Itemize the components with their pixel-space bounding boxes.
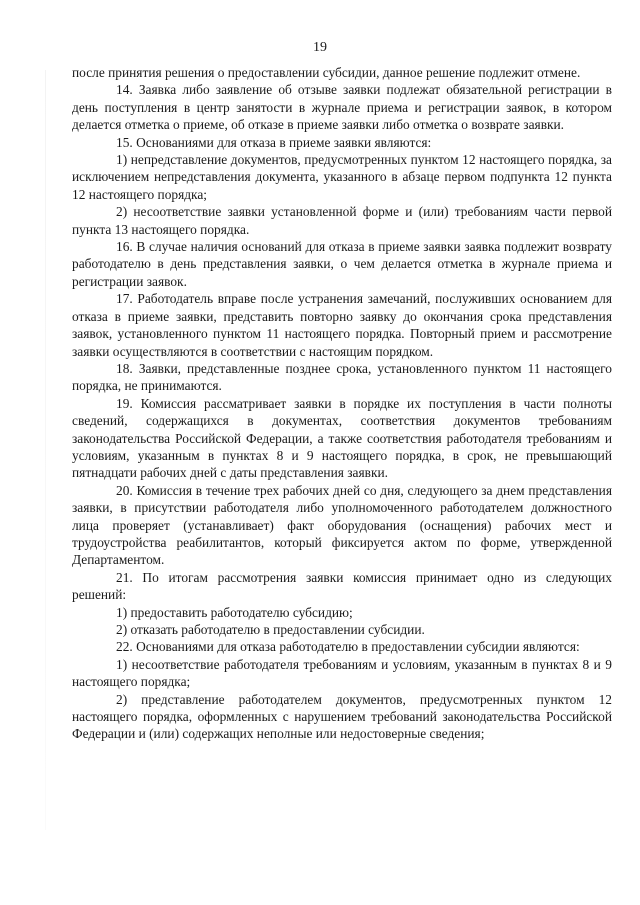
paragraph-21-item-2: 2) отказать работодателю в предоставлении субсидии. <box>116 622 425 637</box>
page-number: 19 <box>313 40 327 55</box>
paragraph-16: 16. В случае наличия оснований для отказа в приеме заявки заявка подлежит возврату работодателю в день представления заявки, о чем делается отметка в журнале приема и регистрации заявок. <box>72 239 612 289</box>
paragraph-22: 22. Основаниями для отказа работодателю в предоставлении субсидии являются: <box>116 639 580 655</box>
paragraph-15-item-2: 2) несоответствие заявки установленной форме и (или) требованиям части первой пункта 13 настоящего порядка. <box>72 204 612 237</box>
paragraph-15-item-1: 1) непредставление документов, предусмотренных пунктом 12 настоящего порядка, за исключением непредставления документа, указанного в абзаце первом подпункта 12 пункта 12 настоящего порядка; <box>72 152 612 202</box>
paragraph-22-item-2: 2) представление работодателем документов, предусмотренных пунктом 12 настоящего порядка, оформленных с нарушением требований законодательства Российской Федерации и (или) содержащих неполные или недостоверные сведения; <box>72 691 612 742</box>
paragraph-21: 21. По итогам рассмотрения заявки комиссия принимает одно из следующих решений: <box>72 569 612 603</box>
paragraph-20: 20. Комиссия в течение трех рабочих дней со дня, следующего за днем представления заявки, в присутствии работодателя либо уполномоченного работодателем должностного лица проверяет (устанавливает) факт оборудования (оснащения) рабочих мест и трудоустройства реабилитантов, который фиксируется актом по форме, утвержденной Департаментом. <box>72 482 612 568</box>
paragraph-21-item-1: 1) предоставить работодателю субсидию; <box>116 604 353 620</box>
scan-margin-shadow <box>45 70 46 830</box>
paragraph-19: 19. Комиссия рассматривает заявки в порядке их поступления в части полноты сведений, содержащихся в документах, соответствия документов требованиям законодательства Российской Федерации, а также соответствия работодателя требованиям и условиям, указанным в пунктах 8 и 9 настоящего порядка, в срок, не превышающий пятнадцати рабочих дней с даты представления заявки. <box>72 395 612 481</box>
paragraph-18: 18. Заявки, представленные позднее срока, установленного пунктом 11 настоящего порядка, не принимаются. <box>72 360 612 394</box>
paragraph-22-item-1: 1) несоответствие работодателя требованиям и условиям, указанным в пунктах 8 и 9 настоящего порядка; <box>72 656 612 690</box>
document-body <box>72 64 612 743</box>
paragraph-15: 15. Основаниями для отказа в приеме заявки являются: <box>116 134 432 150</box>
paragraph-17: 17. Работодатель вправе после устранения замечаний, послуживших основанием для отказа в приеме заявки, представить повторно заявку до окончания срока представления заявок, установленного пунктом 11 настоящего порядка. Повторный прием и рассмотрение заявки осуществляются в соответствии с настоящим порядком. <box>72 291 612 359</box>
paragraph-continuation: после принятия решения о предоставлении субсидии, данное решение подлежит отмене. <box>72 65 581 80</box>
paragraph-14: 14. Заявка либо заявление об отзыве заявки подлежат обязательной регистрации в день поступления в центр занятости в журнале приема и регистрации заявок, в котором делается отметка о приеме, об отказе в приеме заявки либо отметка о возврате заявки. <box>72 82 612 133</box>
